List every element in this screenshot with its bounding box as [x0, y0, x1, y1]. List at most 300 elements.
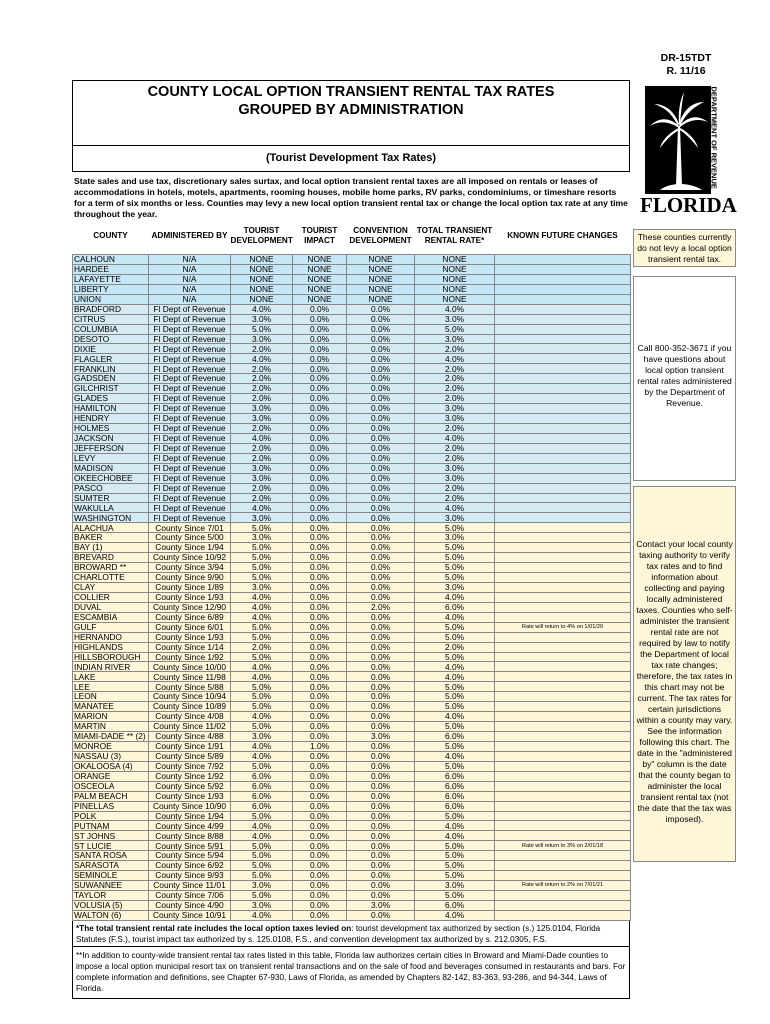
cell-cd: 0.0%: [347, 404, 415, 414]
cell-future: [495, 891, 631, 901]
cell-ti: 1.0%: [293, 741, 347, 751]
cell-county: SANTA ROSA: [73, 851, 149, 861]
cell-td: 5.0%: [231, 324, 293, 334]
cell-total: 3.0%: [415, 334, 495, 344]
title-line-2: GROUPED BY ADMINISTRATION: [238, 102, 464, 118]
cell-total: 2.0%: [415, 493, 495, 503]
cell-cd: 0.0%: [347, 652, 415, 662]
cell-future: [495, 404, 631, 414]
cell-td: 5.0%: [231, 652, 293, 662]
cell-future: [495, 384, 631, 394]
cell-admin: Fl Dept of Revenue: [149, 423, 231, 433]
cell-cd: 0.0%: [347, 304, 415, 314]
cell-td: 6.0%: [231, 791, 293, 801]
cell-future: [495, 453, 631, 463]
cell-td: 5.0%: [231, 543, 293, 553]
cell-future: [495, 871, 631, 881]
table-row: [73, 592, 631, 602]
cell-td: 4.0%: [231, 741, 293, 751]
cell-ti: 0.0%: [293, 384, 347, 394]
table-row: [73, 662, 631, 672]
cell-county: NASSAU (3): [73, 751, 149, 761]
cell-future: [495, 543, 631, 553]
cell-admin: County Since 5/91: [149, 841, 231, 851]
cell-total: 5.0%: [415, 861, 495, 871]
table-row: [73, 831, 631, 841]
cell-cd: 0.0%: [347, 642, 415, 652]
cell-future: [495, 473, 631, 483]
cell-ti: 0.0%: [293, 513, 347, 523]
cell-ti: 0.0%: [293, 811, 347, 821]
cell-county: BREVARD: [73, 553, 149, 563]
cell-td: 2.0%: [231, 394, 293, 404]
logo-florida-text: FLORIDA: [640, 193, 737, 217]
cell-ti: 0.0%: [293, 364, 347, 374]
cell-county: HARDEE: [73, 264, 149, 274]
table-row: [73, 741, 631, 751]
cell-admin: Fl Dept of Revenue: [149, 443, 231, 453]
table-row: [73, 503, 631, 513]
cell-total: 2.0%: [415, 364, 495, 374]
cell-future: [495, 483, 631, 493]
cell-total: 3.0%: [415, 473, 495, 483]
cell-county: SARASOTA: [73, 861, 149, 871]
cell-admin: County Since 7/06: [149, 891, 231, 901]
cell-td: 4.0%: [231, 612, 293, 622]
cell-cd: 0.0%: [347, 563, 415, 573]
cell-total: 6.0%: [415, 602, 495, 612]
cell-admin: County Since 11/01: [149, 881, 231, 891]
cell-cd: 0.0%: [347, 374, 415, 384]
cell-admin: County Since 8/88: [149, 831, 231, 841]
table-row: [73, 463, 631, 473]
cell-admin: Fl Dept of Revenue: [149, 493, 231, 503]
cell-county: LEE: [73, 682, 149, 692]
cell-county: CITRUS: [73, 314, 149, 324]
cell-total: 4.0%: [415, 910, 495, 920]
cell-td: 5.0%: [231, 722, 293, 732]
table-row: [73, 841, 631, 851]
cell-cd: 0.0%: [347, 871, 415, 881]
table-row: [73, 255, 631, 265]
cell-ti: 0.0%: [293, 553, 347, 563]
footnote-total-rate-bold: *The total transient rental rate includes the local option taxes levied on: [76, 923, 352, 933]
cell-td: 4.0%: [231, 821, 293, 831]
cell-county: HAMILTON: [73, 404, 149, 414]
cell-cd: 0.0%: [347, 513, 415, 523]
cell-td: 5.0%: [231, 622, 293, 632]
table-body: [73, 255, 631, 921]
cell-admin: County Since 10/94: [149, 692, 231, 702]
cell-admin: Fl Dept of Revenue: [149, 414, 231, 424]
cell-ti: 0.0%: [293, 423, 347, 433]
cell-admin: County Since 1/92: [149, 652, 231, 662]
cell-admin: County Since 5/00: [149, 533, 231, 543]
cell-county: UNION: [73, 294, 149, 304]
cell-admin: Fl Dept of Revenue: [149, 513, 231, 523]
title-box: [72, 80, 630, 146]
cell-admin: County Since 5/89: [149, 751, 231, 761]
cell-td: 4.0%: [231, 602, 293, 612]
cell-total: 4.0%: [415, 831, 495, 841]
cell-total: 5.0%: [415, 553, 495, 563]
cell-future: [495, 632, 631, 642]
cell-future: [495, 513, 631, 523]
cell-county: LAKE: [73, 672, 149, 682]
cell-cd: 0.0%: [347, 493, 415, 503]
cell-admin: Fl Dept of Revenue: [149, 304, 231, 314]
header-known-future-changes: KNOWN FUTURE CHANGES: [507, 231, 618, 240]
cell-admin: County Since 1/94: [149, 811, 231, 821]
cell-admin: County Since 7/92: [149, 761, 231, 771]
cell-cd: 0.0%: [347, 811, 415, 821]
cell-total: 4.0%: [415, 503, 495, 513]
footnote-total-rate-text: : tourist development tax authorized by section (s.) 125.0104, Florida Statutes (F.S.), tourist impact tax authorized by s. 125.0108, F.S., and convention development tax authorized by s. 212.0305, F.S.: [76, 923, 601, 944]
cell-td: 4.0%: [231, 433, 293, 443]
cell-td: 6.0%: [231, 781, 293, 791]
table-row: [73, 702, 631, 712]
cell-ti: 0.0%: [293, 433, 347, 443]
table-row: [73, 712, 631, 722]
cell-cd: 0.0%: [347, 523, 415, 533]
cell-total: NONE: [415, 255, 495, 265]
cell-future: [495, 682, 631, 692]
cell-ti: 0.0%: [293, 761, 347, 771]
cell-total: 3.0%: [415, 533, 495, 543]
cell-future: [495, 294, 631, 304]
cell-future: [495, 344, 631, 354]
cell-cd: 0.0%: [347, 553, 415, 563]
cell-td: 3.0%: [231, 473, 293, 483]
cell-county: LIBERTY: [73, 284, 149, 294]
cell-total: 5.0%: [415, 573, 495, 583]
cell-ti: 0.0%: [293, 771, 347, 781]
cell-county: WASHINGTON: [73, 513, 149, 523]
table-row: [73, 473, 631, 483]
cell-ti: 0.0%: [293, 861, 347, 871]
cell-total: 2.0%: [415, 483, 495, 493]
cell-ti: 0.0%: [293, 791, 347, 801]
cell-td: 5.0%: [231, 702, 293, 712]
cell-future: Rate will return to 2% on 7/01/21: [495, 881, 631, 891]
cell-td: 5.0%: [231, 851, 293, 861]
cell-admin: County Since 5/94: [149, 851, 231, 861]
cell-ti: 0.0%: [293, 523, 347, 533]
cell-cd: 0.0%: [347, 662, 415, 672]
cell-total: 5.0%: [415, 632, 495, 642]
cell-county: ST JOHNS: [73, 831, 149, 841]
cell-future: [495, 761, 631, 771]
cell-total: 2.0%: [415, 374, 495, 384]
cell-future: [495, 314, 631, 324]
cell-county: LEON: [73, 692, 149, 702]
cell-future: [495, 284, 631, 294]
cell-ti: NONE: [293, 274, 347, 284]
cell-future: [495, 324, 631, 334]
cell-cd: 0.0%: [347, 702, 415, 712]
cell-county: OSCEOLA: [73, 781, 149, 791]
header-administered-by: ADMINISTERED BY: [151, 231, 228, 240]
side-note-state-admin: [633, 276, 736, 481]
cell-ti: 0.0%: [293, 582, 347, 592]
cell-total: 4.0%: [415, 433, 495, 443]
cell-td: 5.0%: [231, 871, 293, 881]
cell-td: 5.0%: [231, 891, 293, 901]
cell-admin: County Since 7/01: [149, 523, 231, 533]
cell-admin: County Since 10/91: [149, 910, 231, 920]
cell-total: 2.0%: [415, 642, 495, 652]
cell-cd: 0.0%: [347, 722, 415, 732]
header-tourist-development: TOURIST DEVELOPMENT: [230, 226, 293, 245]
cell-future: [495, 642, 631, 652]
cell-ti: 0.0%: [293, 801, 347, 811]
table-row: [73, 563, 631, 573]
table-row: [73, 493, 631, 503]
table-row: [73, 364, 631, 374]
cell-ti: 0.0%: [293, 592, 347, 602]
table-row: [73, 622, 631, 632]
cell-future: [495, 493, 631, 503]
cell-admin: N/A: [149, 255, 231, 265]
cell-ti: 0.0%: [293, 493, 347, 503]
cell-total: 5.0%: [415, 523, 495, 533]
cell-future: [495, 702, 631, 712]
cell-ti: 0.0%: [293, 304, 347, 314]
table-row: [73, 652, 631, 662]
rate-table: [72, 218, 631, 921]
table-row: [73, 274, 631, 284]
cell-cd: 0.0%: [347, 622, 415, 632]
table-row: [73, 294, 631, 304]
cell-admin: N/A: [149, 274, 231, 284]
cell-ti: 0.0%: [293, 642, 347, 652]
cell-future: [495, 374, 631, 384]
cell-county: ALACHUA: [73, 523, 149, 533]
cell-ti: 0.0%: [293, 732, 347, 742]
cell-ti: 0.0%: [293, 394, 347, 404]
cell-total: 2.0%: [415, 443, 495, 453]
cell-ti: 0.0%: [293, 632, 347, 642]
table-row: [73, 881, 631, 891]
cell-cd: 0.0%: [347, 891, 415, 901]
cell-td: 5.0%: [231, 682, 293, 692]
cell-ti: 0.0%: [293, 324, 347, 334]
cell-td: 4.0%: [231, 751, 293, 761]
cell-td: 2.0%: [231, 374, 293, 384]
table-row: [73, 861, 631, 871]
cell-total: 2.0%: [415, 423, 495, 433]
cell-future: [495, 573, 631, 583]
cell-county: GULF: [73, 622, 149, 632]
cell-county: HERNANDO: [73, 632, 149, 642]
cell-ti: 0.0%: [293, 612, 347, 622]
cell-ti: 0.0%: [293, 354, 347, 364]
table-row: [73, 384, 631, 394]
cell-td: 4.0%: [231, 910, 293, 920]
cell-admin: N/A: [149, 294, 231, 304]
cell-county: BROWARD **: [73, 563, 149, 573]
cell-cd: 0.0%: [347, 761, 415, 771]
cell-total: 6.0%: [415, 781, 495, 791]
table-row: [73, 573, 631, 583]
cell-td: 3.0%: [231, 334, 293, 344]
cell-cd: 2.0%: [347, 602, 415, 612]
cell-ti: 0.0%: [293, 374, 347, 384]
cell-cd: 0.0%: [347, 384, 415, 394]
cell-future: [495, 712, 631, 722]
cell-county: HENDRY: [73, 414, 149, 424]
cell-td: 4.0%: [231, 831, 293, 841]
cell-cd: 0.0%: [347, 791, 415, 801]
cell-cd: 0.0%: [347, 364, 415, 374]
table-row: [73, 891, 631, 901]
table-row: [73, 871, 631, 881]
cell-county: BAKER: [73, 533, 149, 543]
cell-cd: 0.0%: [347, 712, 415, 722]
cell-total: 3.0%: [415, 404, 495, 414]
table-row: [73, 334, 631, 344]
cell-ti: 0.0%: [293, 473, 347, 483]
footnote-total-rate: [72, 921, 630, 947]
cell-td: 2.0%: [231, 443, 293, 453]
table-row: [73, 612, 631, 622]
cell-admin: County Since 1/94: [149, 543, 231, 553]
cell-cd: 0.0%: [347, 543, 415, 553]
cell-total: 5.0%: [415, 652, 495, 662]
side-note-no-tax-text: These counties currently do not levy a local option transient rental tax.: [637, 232, 732, 264]
title-line-1: COUNTY LOCAL OPTION TRANSIENT RENTAL TAX RATES: [147, 84, 555, 100]
cell-cd: NONE: [347, 255, 415, 265]
cell-total: 5.0%: [415, 741, 495, 751]
cell-admin: County Since 6/89: [149, 612, 231, 622]
cell-admin: County Since 6/01: [149, 622, 231, 632]
cell-future: [495, 741, 631, 751]
cell-cd: 0.0%: [347, 354, 415, 364]
cell-future: [495, 652, 631, 662]
cell-td: 2.0%: [231, 384, 293, 394]
cell-ti: 0.0%: [293, 841, 347, 851]
table-row: [73, 751, 631, 761]
cell-ti: 0.0%: [293, 533, 347, 543]
table-row: [73, 404, 631, 414]
cell-county: LAFAYETTE: [73, 274, 149, 284]
cell-total: 5.0%: [415, 543, 495, 553]
cell-total: NONE: [415, 284, 495, 294]
cell-future: [495, 394, 631, 404]
cell-ti: 0.0%: [293, 563, 347, 573]
cell-td: 3.0%: [231, 314, 293, 324]
cell-admin: Fl Dept of Revenue: [149, 334, 231, 344]
cell-future: [495, 255, 631, 265]
table-row: [73, 284, 631, 294]
cell-td: 3.0%: [231, 404, 293, 414]
cell-ti: 0.0%: [293, 672, 347, 682]
cell-admin: County Since 10/00: [149, 662, 231, 672]
cell-ti: NONE: [293, 294, 347, 304]
table-header-row: [73, 218, 631, 255]
cell-total: 4.0%: [415, 354, 495, 364]
table-row: [73, 910, 631, 920]
cell-county: INDIAN RIVER: [73, 662, 149, 672]
cell-total: 3.0%: [415, 513, 495, 523]
cell-td: 3.0%: [231, 533, 293, 543]
cell-county: TAYLOR: [73, 891, 149, 901]
cell-ti: 0.0%: [293, 602, 347, 612]
cell-admin: County Since 1/93: [149, 632, 231, 642]
table-row: [73, 453, 631, 463]
cell-td: 3.0%: [231, 513, 293, 523]
cell-total: 6.0%: [415, 771, 495, 781]
cell-td: 6.0%: [231, 771, 293, 781]
cell-county: MADISON: [73, 463, 149, 473]
cell-ti: 0.0%: [293, 781, 347, 791]
cell-total: 2.0%: [415, 394, 495, 404]
cell-admin: County Since 4/88: [149, 732, 231, 742]
cell-cd: 0.0%: [347, 821, 415, 831]
cell-ti: 0.0%: [293, 622, 347, 632]
cell-county: PASCO: [73, 483, 149, 493]
cell-ti: 0.0%: [293, 503, 347, 513]
cell-cd: 0.0%: [347, 573, 415, 583]
cell-td: 4.0%: [231, 662, 293, 672]
side-note-county-admin: [633, 486, 736, 862]
cell-county: JEFFERSON: [73, 443, 149, 453]
table-row: [73, 533, 631, 543]
cell-td: 5.0%: [231, 573, 293, 583]
cell-total: 6.0%: [415, 801, 495, 811]
cell-future: [495, 503, 631, 513]
cell-td: 5.0%: [231, 841, 293, 851]
cell-ti: NONE: [293, 264, 347, 274]
cell-future: Rate will return to 4% on 1/01/20: [495, 622, 631, 632]
cell-cd: 0.0%: [347, 582, 415, 592]
cell-total: 2.0%: [415, 384, 495, 394]
cell-td: NONE: [231, 255, 293, 265]
cell-county: GILCHRIST: [73, 384, 149, 394]
cell-total: 5.0%: [415, 891, 495, 901]
cell-total: 4.0%: [415, 592, 495, 602]
cell-admin: County Since 3/94: [149, 563, 231, 573]
cell-total: 5.0%: [415, 811, 495, 821]
cell-total: 4.0%: [415, 612, 495, 622]
table-row: [73, 523, 631, 533]
cell-future: [495, 433, 631, 443]
cell-cd: 0.0%: [347, 741, 415, 751]
table-row: [73, 433, 631, 443]
cell-cd: 0.0%: [347, 503, 415, 513]
cell-total: 4.0%: [415, 712, 495, 722]
table-row: [73, 732, 631, 742]
cell-future: [495, 811, 631, 821]
cell-total: 2.0%: [415, 344, 495, 354]
cell-td: 4.0%: [231, 354, 293, 364]
cell-admin: N/A: [149, 264, 231, 274]
cell-td: 3.0%: [231, 881, 293, 891]
cell-county: CALHOUN: [73, 255, 149, 265]
cell-ti: 0.0%: [293, 821, 347, 831]
cell-ti: 0.0%: [293, 463, 347, 473]
cell-ti: 0.0%: [293, 404, 347, 414]
cell-future: [495, 861, 631, 871]
cell-total: 5.0%: [415, 871, 495, 881]
cell-admin: Fl Dept of Revenue: [149, 314, 231, 324]
cell-td: 5.0%: [231, 692, 293, 702]
cell-td: NONE: [231, 284, 293, 294]
cell-admin: County Since 10/89: [149, 702, 231, 712]
table-row: [73, 692, 631, 702]
side-note-county-admin-text: Contact your local county taxing authority to verify tax rates and to find information about collecting and paying locally administered taxes. Counties who self-administer the transient rental rate are not required by law to notify the Department of local tax rate changes; therefore, the tax rates in this chart may not be current. The tax rates for certain jurisdictions within a county may vary. See the information following this chart. The date in the "administered by" column is the date that the county began to administer the local transient rental tax (not the date that the tax was imposed).: [636, 539, 733, 824]
cell-county: COLUMBIA: [73, 324, 149, 334]
